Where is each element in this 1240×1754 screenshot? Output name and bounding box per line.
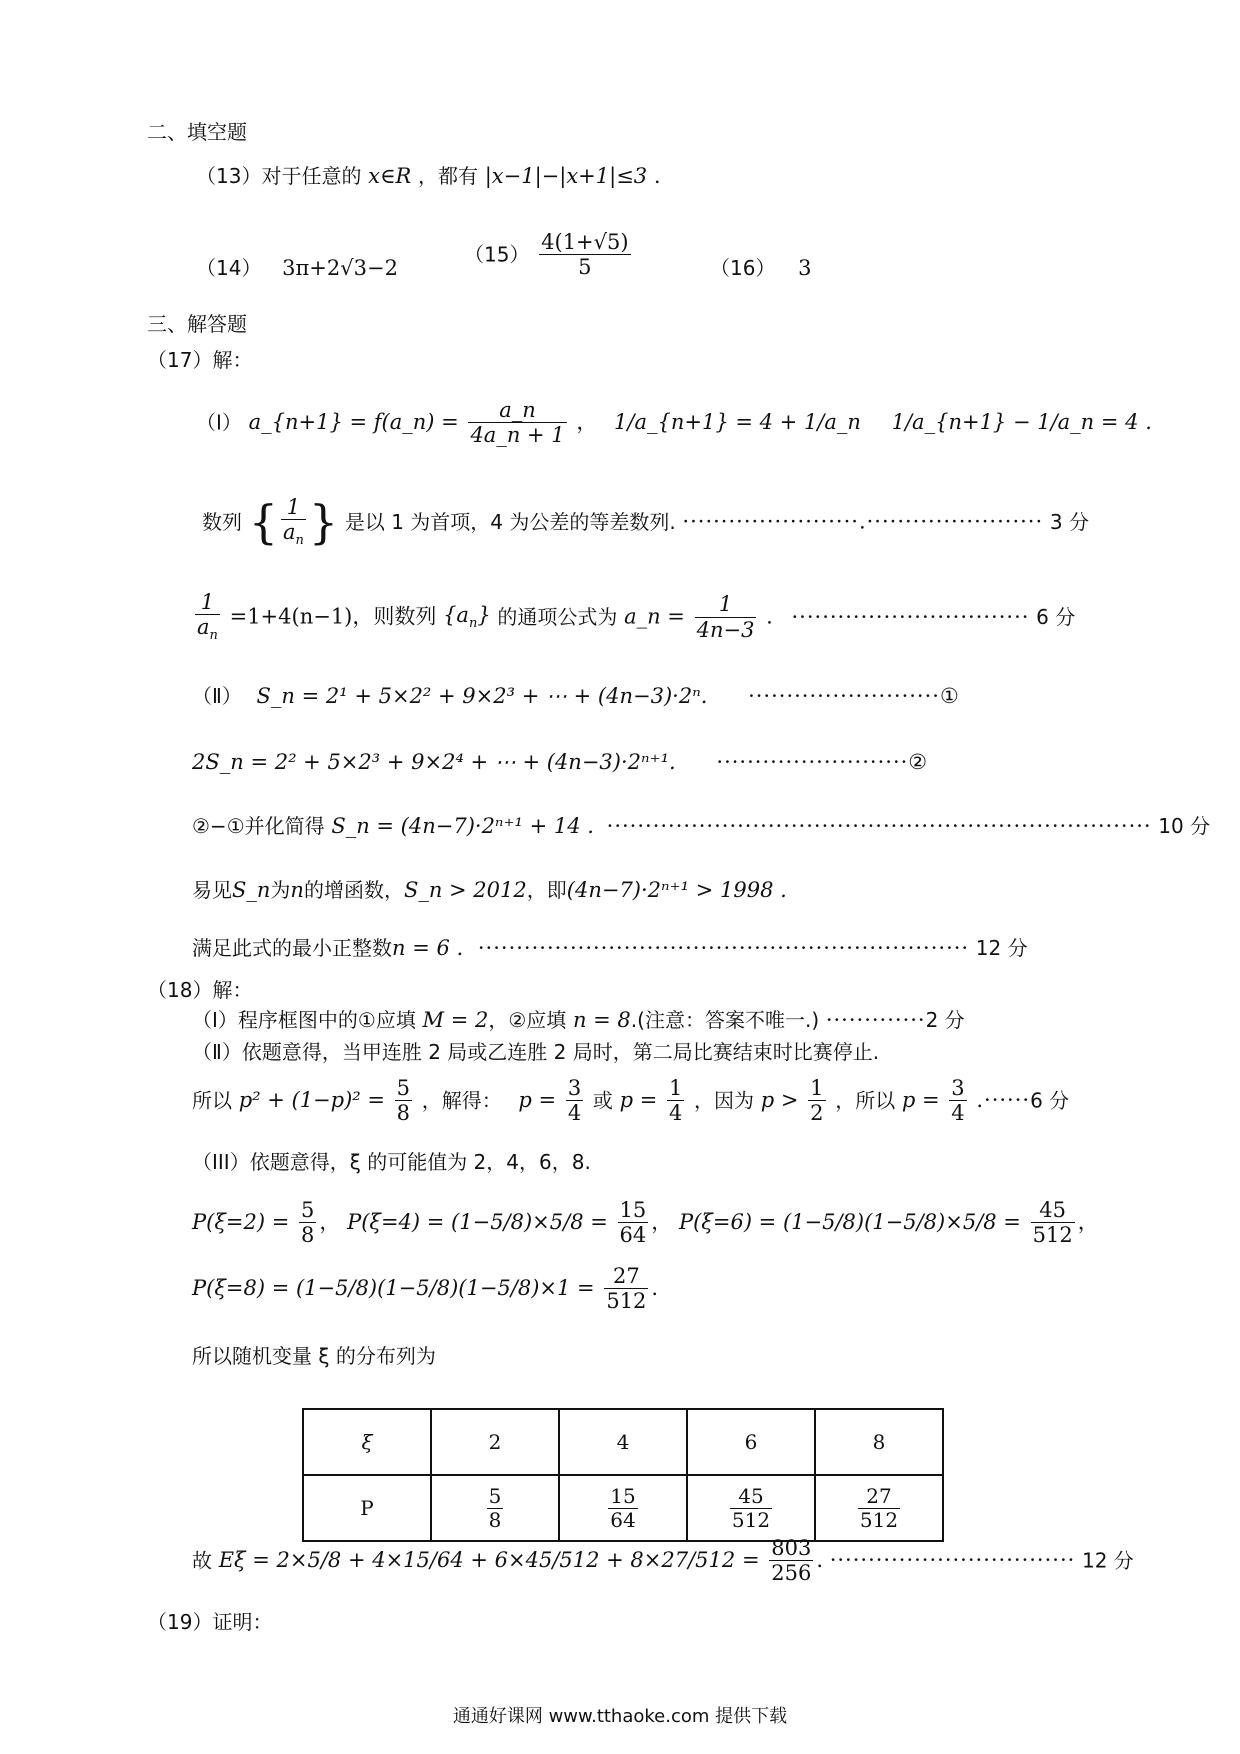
distribution-table xyxy=(302,1408,944,1542)
q18-part2: （Ⅱ）依题意得，当甲连胜 2 局或乙连胜 2 局时，第二局比赛结束时比赛停止. xyxy=(192,1040,880,1064)
q17-part2-label: （Ⅱ） xyxy=(192,684,242,708)
q17-score12: 12 分 xyxy=(975,936,1028,960)
frac-27-512: $\frac{27}{512}$ xyxy=(606,1264,647,1314)
q18-score2: 2 分 xyxy=(925,1008,965,1032)
q18-line3-j: p = xyxy=(901,1088,940,1113)
table-cell: $\frac{45}{512}$ xyxy=(687,1475,815,1541)
q18-exp-b: Eξ = 2×5/8 + 4×15/64 + 6×45/512 + 8×27/512 = xyxy=(218,1548,760,1573)
q13-line xyxy=(196,166,661,187)
leader-dots: ························· xyxy=(716,750,909,774)
table-cell: ξ xyxy=(303,1409,431,1475)
table-cell: P xyxy=(303,1475,431,1541)
q17-line7-d: n xyxy=(290,878,304,902)
leader-dots: .······ xyxy=(976,1088,1031,1113)
section-heading-solutions: 三、解答题 xyxy=(147,312,247,336)
q18-line3-b: p² + (1−p)² = xyxy=(238,1088,385,1113)
q15-fraction xyxy=(539,230,630,279)
q17-line7-e: 的增函数， xyxy=(303,878,404,902)
q17-line3-b: 的通项公式为 xyxy=(497,605,618,630)
frac-3-4: $\frac{3}{4}$ xyxy=(567,1076,582,1126)
q15-line xyxy=(464,230,634,279)
frac-1-4: $\frac{1}{4}$ xyxy=(668,1076,683,1126)
leader-dots: ································································ xyxy=(477,936,970,960)
q17-line7-b: S_n xyxy=(232,878,271,902)
q18-line3-d: p = xyxy=(518,1088,557,1113)
q17-part2-eq1 xyxy=(192,686,959,707)
q17-line2-a: 数列 xyxy=(202,510,242,535)
q17-part1-fraction xyxy=(468,398,566,447)
q17-score6: 6 分 xyxy=(1036,605,1076,630)
q16-label: （16） xyxy=(710,256,776,280)
q17-line7-c: 为 xyxy=(270,878,291,902)
table-cell: 2 xyxy=(431,1409,559,1475)
table-cell: 8 xyxy=(815,1409,943,1475)
q15-numerator: 4(1+√5) xyxy=(541,230,629,254)
q18-part1-n: n = 8 xyxy=(572,1008,631,1032)
right-brace: } xyxy=(308,495,339,550)
q17-line3 xyxy=(192,590,1075,644)
frac-5-8: $\frac{5}{8}$ xyxy=(396,1076,411,1126)
q18-part1-b: ，②应填 xyxy=(488,1008,567,1032)
q17-score3: 3 分 xyxy=(1049,510,1089,535)
q18-line3-f: p = xyxy=(619,1088,658,1113)
table-cell: $\frac{15}{64}$ xyxy=(559,1475,687,1541)
leader-dots: ······································································· xyxy=(606,814,1152,838)
q13-math1: x∈R xyxy=(368,164,412,188)
q16-value: 3 xyxy=(798,256,812,280)
q18-line3 xyxy=(192,1076,1069,1125)
table-row xyxy=(303,1475,943,1541)
q17-part1-a: a_{n+1} = f(a_n) = xyxy=(248,410,459,435)
q18-line3-g: ，因为 xyxy=(694,1088,755,1113)
frac-1-2: $\frac{1}{2}$ xyxy=(810,1076,824,1126)
q15-label: （15） xyxy=(464,242,530,267)
period: . xyxy=(766,604,773,629)
leader-dots: ·······················.······················· xyxy=(682,509,1044,534)
q17-line3-a: =1+4(n−1)，则数列 xyxy=(229,604,437,629)
q18-line3-h: p > xyxy=(760,1088,799,1113)
page-footer: 通通好课网 www.tthaoke.com 提供下载 xyxy=(452,1706,788,1727)
q13-mid: ，都有 xyxy=(418,164,479,188)
q17-mark2: ② xyxy=(908,750,928,774)
q17-line2 xyxy=(202,495,1089,549)
prob-xi-4: P(ξ=4) = (1−5/8)×5/8 = xyxy=(347,1210,608,1235)
q17-line8-a: 满足此式的最小正整数 xyxy=(192,936,392,960)
q19-heading: （19）证明： xyxy=(147,1610,273,1634)
q18-line3-e: 或 xyxy=(592,1088,613,1113)
q17-line3-left-fraction: $\frac{1}{a_n}$ xyxy=(197,590,218,644)
table-cell: $\frac{27}{512}$ xyxy=(815,1475,943,1541)
q17-part2-eq3-a: ②−①并化简得 xyxy=(192,814,325,838)
q17-line3-c: a_n = xyxy=(624,604,685,629)
q17-mark1: ① xyxy=(939,684,959,708)
q17-part2-eq3-b: S_n = (4n−7)·2ⁿ⁺¹ + 14 . xyxy=(331,814,594,838)
q17-score10: 10 分 xyxy=(1158,814,1211,838)
q17-part2-eq2-text: 2S_n = 2² + 5×2³ + 9×2⁴ + ⋯ + (4n−3)·2ⁿ⁺¹. xyxy=(192,750,676,774)
q13-math2: |x−1|−|x+1|≤3 xyxy=(484,164,648,188)
q17-part1-b: ， xyxy=(576,410,598,435)
q17-line7 xyxy=(192,880,787,901)
left-brace: { xyxy=(248,495,278,550)
q17-line3-fraction xyxy=(695,592,757,641)
q14-line xyxy=(196,258,398,279)
q17-part2-eq3 xyxy=(192,816,1210,837)
q17-part2-eq2 xyxy=(192,752,927,773)
q17-line7-f: S_n > 2012 xyxy=(403,878,527,902)
q14-value: 3π+2√3−2 xyxy=(282,256,398,280)
q18-probs-line1: P(ξ=2) = $\frac{5}{8}$ ， P(ξ=4) = (1−5/8)×5/8 = $\frac{15}{64}$ ， P(ξ=6) = (1−5/8)(1−5/8)×5/8 = $\frac{45}{512}$ ， xyxy=(192,1198,1099,1248)
q17-part1-line xyxy=(196,398,1152,447)
leader-dots: ································ xyxy=(829,1548,1076,1573)
q17-line7-g: ，即 xyxy=(526,878,567,902)
table-cell: 6 xyxy=(687,1409,815,1475)
q18-expectation: 故 Eξ = 2×5/8 + 4×15/64 + 6×45/512 + 8×27/512 = $\frac{803}{256}$ . ································ 12 分 xyxy=(192,1536,1134,1586)
q17-part2-eq1-text: S_n = 2¹ + 5×2² + 9×2³ + ⋯ + (4n−3)·2ⁿ. xyxy=(256,684,708,708)
q17-line3-frac-num: 1 xyxy=(695,592,757,617)
q18-part1-m: M = 2 xyxy=(422,1008,489,1032)
q17-part1-d: 1/a_{n+1} − 1/a_n = 4 . xyxy=(891,410,1152,435)
q18-score12: 12 分 xyxy=(1082,1548,1134,1573)
prob-xi-8: P(ξ=8) = (1−5/8)(1−5/8)(1−5/8)×1 = xyxy=(192,1276,595,1301)
q18-line3-c: ，解得： xyxy=(421,1088,502,1113)
frac-5-8: $\frac{5}{8}$ xyxy=(301,1198,315,1248)
q17-part1-label: （Ⅰ） xyxy=(196,410,242,435)
prob-xi-2: P(ξ=2) = xyxy=(192,1210,290,1235)
q17-line8 xyxy=(192,938,1028,959)
frac-45-512: $\frac{45}{512}$ xyxy=(1032,1198,1073,1248)
q18-heading: （18）解： xyxy=(147,978,253,1002)
q17-part1-frac-num: a_n xyxy=(468,398,566,423)
q18-line3-a: 所以 xyxy=(192,1088,232,1113)
q18-part1-text: （Ⅰ）程序框图中的①应填 xyxy=(192,1008,416,1032)
q17-part1-frac-den: 4a_n + 1 xyxy=(470,423,565,448)
frac-803-256: $\frac{803}{256}$ xyxy=(771,1536,812,1586)
prob-xi-6: P(ξ=6) = (1−5/8)(1−5/8)×5/8 = xyxy=(678,1210,1021,1235)
leader-dots: ························· xyxy=(748,684,940,708)
q13-prefix: （13）对于任意的 xyxy=(196,164,362,188)
frac-3-4b: $\frac{3}{4}$ xyxy=(951,1076,965,1126)
q18-probs-line2: P(ξ=8) = (1−5/8)(1−5/8)(1−5/8)×1 = $\frac{27}{512}$ . xyxy=(192,1264,659,1314)
q17-heading: （17）解： xyxy=(147,348,253,372)
q17-line2-fraction: $\frac{1}{a_n}$ xyxy=(282,495,304,549)
q17-line7-h: (4n−7)·2ⁿ⁺¹ > 1998 . xyxy=(566,878,787,902)
leader-dots: ············· xyxy=(825,1008,926,1032)
set-an: $\{a_n\}$ xyxy=(443,602,491,631)
q13-end: . xyxy=(653,164,661,188)
q15-denominator: 5 xyxy=(578,255,592,280)
q18-part1-c: .(注意：答案不唯一.) xyxy=(630,1008,820,1032)
frac-15-64: $\frac{15}{64}$ xyxy=(619,1198,647,1248)
q17-line7-a: 易见 xyxy=(192,878,232,902)
section-heading-fill-blank: 二、填空题 xyxy=(147,120,247,144)
q18-exp-a: 故 xyxy=(192,1548,212,1573)
q18-dist-intro: 所以随机变量 ξ 的分布列为 xyxy=(192,1344,436,1368)
q18-score6: 6 分 xyxy=(1030,1088,1070,1113)
table-cell: $\frac{5}{8}$ xyxy=(431,1475,559,1541)
q17-line8-b: n = 6 . xyxy=(392,936,464,960)
q17-line3-frac-den: 4n−3 xyxy=(696,617,755,642)
q17-part1-c: 1/a_{n+1} = 4 + 1/a_n xyxy=(614,410,861,435)
table-cell: 4 xyxy=(559,1409,687,1475)
q18-line3-i: ，所以 xyxy=(835,1088,896,1113)
table-row xyxy=(303,1409,943,1475)
q18-part1 xyxy=(192,1010,965,1031)
q18-part3: （III）依题意得，ξ 的可能值为 2，4，6，8. xyxy=(192,1150,591,1174)
q14-label: （14） xyxy=(196,256,262,280)
q16-line xyxy=(710,258,812,279)
q17-line2-b: 是以 1 为首项，4 为公差的等差数列. xyxy=(344,510,676,535)
leader-dots: ······························· xyxy=(791,604,1030,629)
